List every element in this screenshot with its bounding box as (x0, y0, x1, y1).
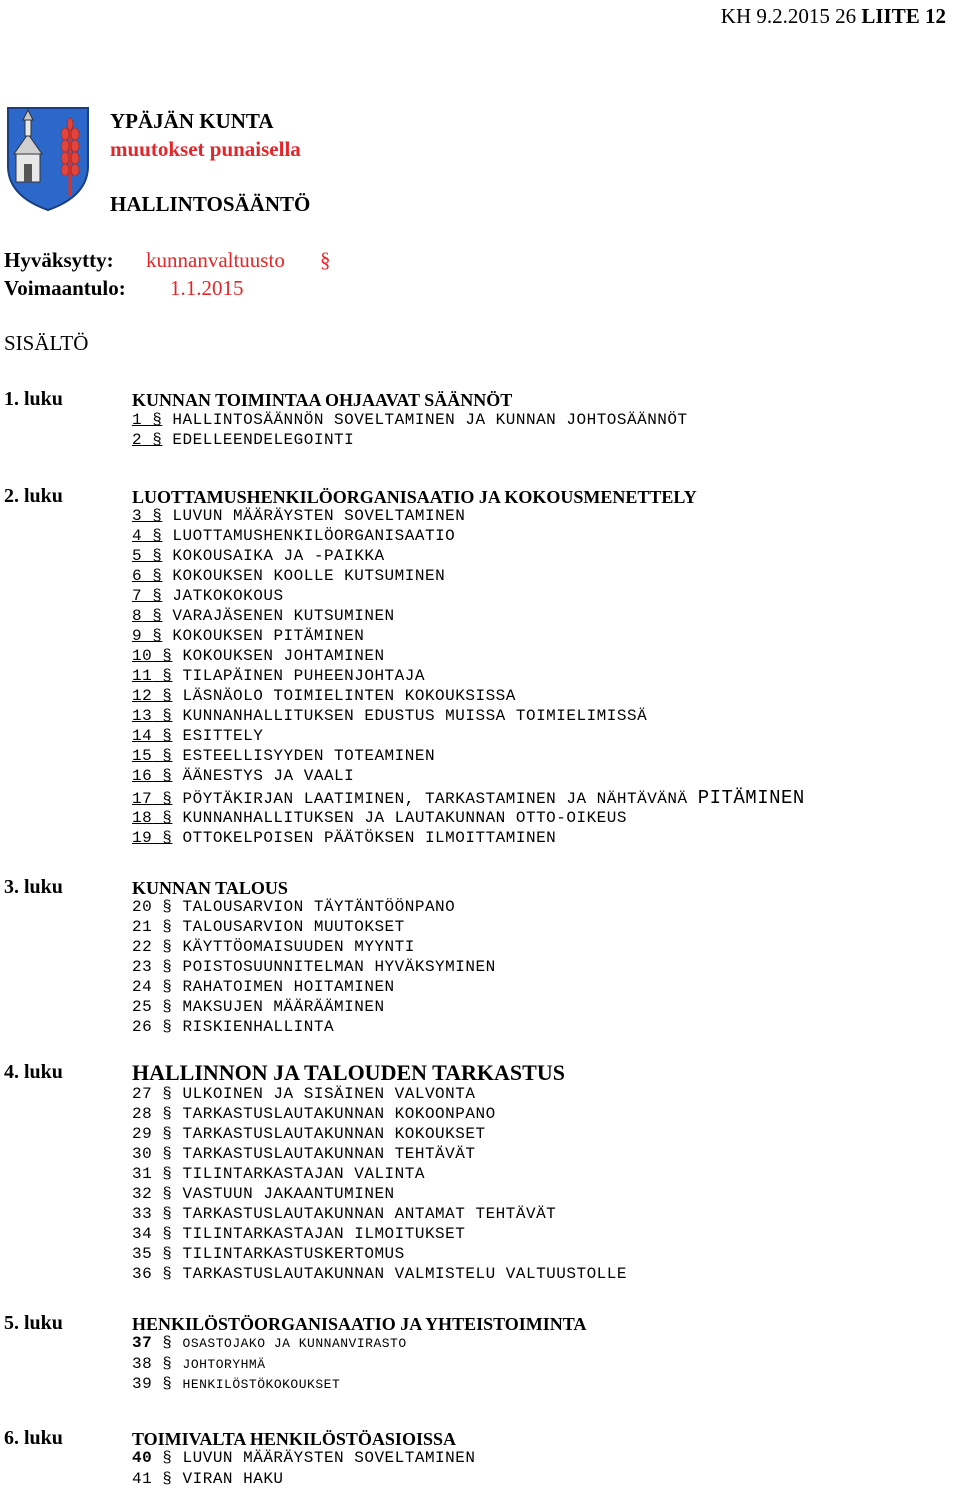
document-title: HALLINTOSÄÄNTÖ (110, 192, 311, 216)
section-title: TARKASTUSLAUTAKUNNAN KOKOONPANO (182, 1105, 496, 1123)
section-title: ESITTELY (182, 727, 264, 745)
section-title: TILINTARKASTAJAN ILMOITUKSET (182, 1225, 466, 1243)
section-sign-icon: § (152, 1470, 173, 1488)
section-sign-icon: § (152, 727, 173, 745)
section-title: OSASTOJAKO JA KUNNANVIRASTO (182, 1336, 407, 1351)
effective-label: Voimaantulo: (4, 276, 126, 300)
section-title-continued: PITÄMINEN (697, 787, 805, 809)
section-sign-icon: § (152, 998, 173, 1016)
toc-section-item (132, 667, 425, 685)
section-title: MAKSUJEN MÄÄRÄÄMINEN (182, 998, 385, 1016)
section-title: TALOUSARVION TÄYTÄNTÖÖNPANO (182, 898, 456, 916)
chapter-title: KUNNAN TALOUS (132, 878, 288, 898)
toc-section-item (132, 507, 465, 525)
effective-value: 1.1.2015 (170, 276, 244, 300)
toc-section-item (132, 647, 385, 665)
section-title: JOHTORYHMÄ (182, 1357, 266, 1372)
toc-section-item (132, 411, 688, 429)
section-title: KOKOUKSEN JOHTAMINEN (182, 647, 385, 665)
section-sign-icon: § (152, 1165, 173, 1183)
toc-section-item (132, 978, 395, 996)
section-title: LUVUN MÄÄRÄYSTEN SOVELTAMINEN (172, 507, 466, 525)
toc-section-item (132, 1125, 486, 1143)
chapter-title: LUOTTAMUSHENKILÖORGANISAATIO JA KOKOUSMENETTELY (132, 487, 697, 507)
toc-section-item (132, 918, 405, 936)
section-title: KUNNANHALLITUKSEN JA LAUTAKUNNAN OTTO-OIKEUS (182, 809, 627, 827)
section-sign-icon: § (152, 1449, 173, 1467)
toc-section-item (132, 567, 445, 585)
section-title: KOKOUSAIKA JA -PAIKKA (172, 547, 385, 565)
section-title: TILINTARKASTAJAN VALINTA (182, 1165, 425, 1183)
section-title: RAHATOIMEN HOITAMINEN (182, 978, 395, 996)
section-sign-icon: § (152, 707, 173, 725)
section-title: KUNNANHALLITUKSEN EDUSTUS MUISSA TOIMIELIMISSÄ (182, 707, 648, 725)
toc-section-item (132, 958, 496, 976)
section-title: HALLINTOSÄÄNNÖN SOVELTAMINEN JA KUNNAN JOHTOSÄÄNNÖT (172, 411, 688, 429)
section-number: 31 (132, 1165, 153, 1183)
section-sign-icon: § (142, 607, 163, 625)
section-number: 11 (132, 667, 153, 685)
toc-section-item (132, 687, 516, 705)
section-number: 29 (132, 1125, 153, 1143)
toc-section-item (132, 1375, 340, 1393)
section-sign-icon: § (152, 1245, 173, 1263)
section-sign-icon: § (152, 809, 173, 827)
municipality-name: YPÄJÄN KUNTA (110, 109, 274, 133)
section-number: 27 (132, 1085, 153, 1103)
section-title: ESTEELLISYYDEN TOTEAMINEN (182, 747, 436, 765)
section-sign-icon: § (152, 1125, 173, 1143)
section-number: 3 (132, 507, 143, 525)
section-number: 22 (132, 938, 153, 956)
toc-section-item (132, 1245, 405, 1263)
section-number: 7 (132, 587, 143, 605)
toc-section-item (132, 998, 385, 1016)
toc-section-item (132, 431, 354, 449)
section-title: ULKOINEN JA SISÄINEN VALVONTA (182, 1085, 476, 1103)
toc-section-item (132, 587, 284, 605)
section-sign-icon: § (142, 411, 163, 429)
section-number: 13 (132, 707, 153, 725)
section-title: KOKOUKSEN KOOLLE KUTSUMINEN (172, 567, 446, 585)
section-number: 39 (132, 1375, 153, 1393)
section-number: 16 (132, 767, 153, 785)
chapter-title: HENKILÖSTÖORGANISAATIO JA YHTEISTOIMINTA (132, 1314, 587, 1334)
section-title: KOKOUKSEN PITÄMINEN (172, 627, 365, 645)
chapter-number: 1. luku (4, 388, 63, 410)
section-sign-icon: § (142, 527, 163, 545)
section-title: VIRAN HAKU (182, 1470, 284, 1488)
toc-section-item (132, 1165, 425, 1183)
toc-heading: SISÄLTÖ (4, 331, 89, 355)
toc-section-item (132, 1470, 284, 1488)
section-sign-icon: § (142, 431, 163, 449)
toc-section-item (132, 727, 263, 745)
section-title: TARKASTUSLAUTAKUNNAN TEHTÄVÄT (182, 1145, 476, 1163)
section-title: TILAPÄINEN PUHEENJOHTAJA (182, 667, 425, 685)
section-title: LUVUN MÄÄRÄYSTEN SOVELTAMINEN (182, 1449, 476, 1467)
section-sign-icon: § (152, 1185, 173, 1203)
toc-section-item (132, 1265, 627, 1283)
section-number: 9 (132, 627, 143, 645)
section-sign-icon: § (152, 898, 173, 916)
toc-section-item (132, 747, 435, 765)
toc-section-item (132, 1185, 395, 1203)
section-sign-icon: § (142, 507, 163, 525)
section-number: 21 (132, 918, 153, 936)
section-number: 30 (132, 1145, 153, 1163)
toc-section-item (132, 1355, 266, 1373)
chapter-title: KUNNAN TOIMINTAA OHJAAVAT SÄÄNNÖT (132, 390, 513, 410)
section-number: 41 (132, 1470, 153, 1488)
chapter-title: HALLINNON JA TALOUDEN TARKASTUS (132, 1060, 565, 1085)
toc-section-item (132, 1225, 465, 1243)
chapter-number: 3. luku (4, 876, 63, 898)
section-number: 15 (132, 747, 153, 765)
section-sign-icon: § (152, 767, 173, 785)
section-number: 35 (132, 1245, 153, 1263)
section-number: 20 (132, 898, 153, 916)
section-sign-icon: § (152, 978, 173, 996)
section-number: 10 (132, 647, 153, 665)
section-title: EDELLEENDELEGOINTI (172, 431, 355, 449)
section-title: TILINTARKASTUSKERTOMUS (182, 1245, 405, 1263)
section-sign-icon: § (142, 567, 163, 585)
section-sign-icon: § (152, 1355, 173, 1373)
section-number: 37 (132, 1334, 153, 1352)
toc-section-item (132, 1105, 496, 1123)
section-number: 36 (132, 1265, 153, 1283)
section-title: JATKOKOKOUS (172, 587, 284, 605)
section-number: 40 (132, 1449, 153, 1467)
appendix-label: LIITE 12 (861, 4, 946, 28)
section-title: OTTOKELPOISEN PÄÄTÖKSEN ILMOITTAMINEN (182, 829, 557, 847)
section-title: PÖYTÄKIRJAN LAATIMINEN, TARKASTAMINEN JA NÄHTÄVÄNÄ (182, 790, 688, 808)
section-sign-icon: § (152, 829, 173, 847)
toc-section-item (132, 1085, 475, 1103)
coat-of-arms-icon (4, 104, 92, 212)
section-sign-icon: § (152, 958, 173, 976)
section-title: TALOUSARVION MUUTOKSET (182, 918, 405, 936)
toc-section-item (132, 1205, 556, 1223)
section-number: 4 (132, 527, 143, 545)
reference-text: KH 9.2.2015 26 (720, 4, 857, 28)
approved-value: kunnanvaltuusto (146, 248, 285, 272)
toc-section-item (132, 938, 415, 956)
section-title: VARAJÄSENEN KUTSUMINEN (172, 607, 395, 625)
chapter-title: TOIMIVALTA HENKILÖSTÖASIOISSA (132, 1429, 456, 1449)
toc-section-item (132, 787, 805, 809)
section-number: 32 (132, 1185, 153, 1203)
toc-section-item (132, 1449, 475, 1467)
approved-section-mark: § (320, 248, 331, 272)
toc-section-item (132, 829, 556, 847)
section-number: 14 (132, 727, 153, 745)
chapter-number: 6. luku (4, 1427, 63, 1449)
section-title: TARKASTUSLAUTAKUNNAN ANTAMAT TEHTÄVÄT (182, 1205, 557, 1223)
section-title: KÄYTTÖOMAISUUDEN MYYNTI (182, 938, 415, 956)
toc-section-item (132, 547, 385, 565)
section-number: 24 (132, 978, 153, 996)
section-sign-icon: § (152, 1334, 173, 1352)
section-sign-icon: § (152, 790, 173, 808)
section-number: 38 (132, 1355, 153, 1373)
section-title: POISTOSUUNNITELMAN HYVÄKSYMINEN (182, 958, 496, 976)
section-number: 26 (132, 1018, 153, 1036)
section-number: 19 (132, 829, 153, 847)
section-sign-icon: § (152, 1225, 173, 1243)
section-number: 25 (132, 998, 153, 1016)
section-sign-icon: § (152, 667, 173, 685)
section-sign-icon: § (152, 747, 173, 765)
toc-section-item (132, 1018, 334, 1036)
section-number: 23 (132, 958, 153, 976)
section-sign-icon: § (152, 1105, 173, 1123)
section-sign-icon: § (142, 627, 163, 645)
section-number: 1 (132, 411, 143, 429)
changes-note: muutokset punaisella (110, 137, 301, 161)
section-title: HENKILÖSTÖKOKOUKSET (182, 1377, 341, 1392)
section-sign-icon: § (152, 918, 173, 936)
approved-label: Hyväksytty: (4, 248, 114, 272)
section-sign-icon: § (152, 1018, 173, 1036)
toc-section-item (132, 627, 364, 645)
section-sign-icon: § (152, 1145, 173, 1163)
section-sign-icon: § (152, 1085, 173, 1103)
section-number: 8 (132, 607, 143, 625)
section-title: LUOTTAMUSHENKILÖORGANISAATIO (172, 527, 456, 545)
toc-section-item (132, 767, 354, 785)
section-number: 6 (132, 567, 143, 585)
section-sign-icon: § (142, 587, 163, 605)
section-title: TARKASTUSLAUTAKUNNAN VALMISTELU VALTUUSTOLLE (182, 1265, 627, 1283)
toc-section-item (132, 1145, 475, 1163)
section-title: LÄSNÄOLO TOIMIELINTEN KOKOUKSISSA (182, 687, 516, 705)
section-sign-icon: § (152, 687, 173, 705)
toc-section-item (132, 1334, 407, 1352)
chapter-number: 4. luku (4, 1061, 63, 1083)
section-sign-icon: § (152, 1265, 173, 1283)
section-sign-icon: § (152, 1205, 173, 1223)
document-reference (721, 4, 946, 29)
toc-section-item (132, 607, 395, 625)
section-number: 5 (132, 547, 143, 565)
section-number: 2 (132, 431, 143, 449)
section-number: 12 (132, 687, 153, 705)
section-title: ÄÄNESTYS JA VAALI (182, 767, 355, 785)
section-number: 33 (132, 1205, 153, 1223)
toc-section-item (132, 898, 455, 916)
toc-section-item (132, 527, 455, 545)
section-number: 28 (132, 1105, 153, 1123)
section-title: VASTUUN JAKAANTUMINEN (182, 1185, 395, 1203)
toc-section-item (132, 809, 627, 827)
section-number: 18 (132, 809, 153, 827)
section-sign-icon: § (142, 547, 163, 565)
section-number: 34 (132, 1225, 153, 1243)
section-number: 17 (132, 790, 153, 808)
toc-section-item (132, 707, 647, 725)
section-sign-icon: § (152, 1375, 173, 1393)
chapter-number: 2. luku (4, 485, 63, 507)
section-sign-icon: § (152, 938, 173, 956)
section-sign-icon: § (152, 647, 173, 665)
section-title: RISKIENHALLINTA (182, 1018, 335, 1036)
chapter-number: 5. luku (4, 1312, 63, 1334)
section-title: TARKASTUSLAUTAKUNNAN KOKOUKSET (182, 1125, 486, 1143)
